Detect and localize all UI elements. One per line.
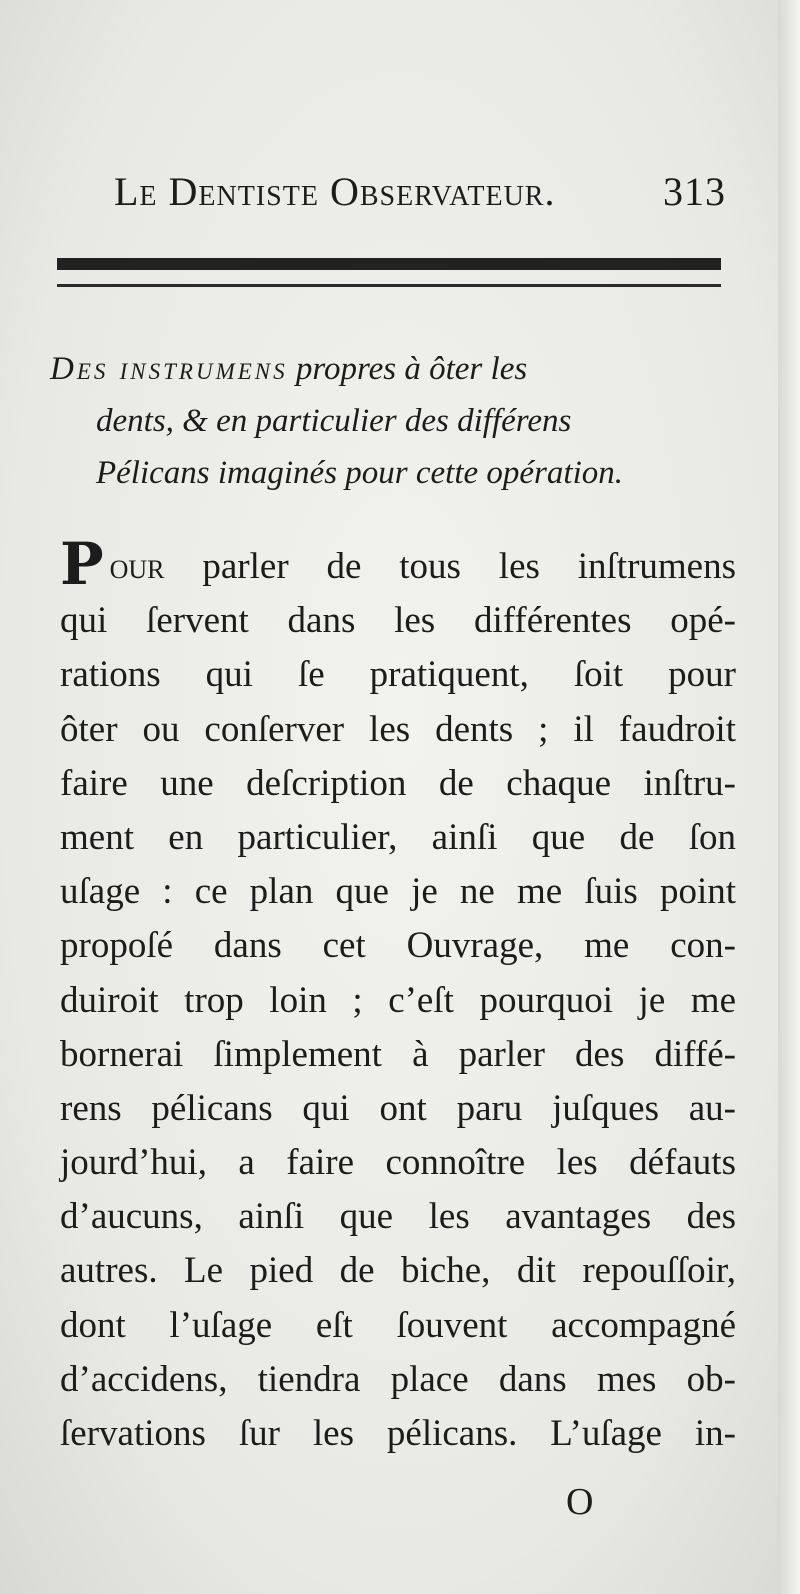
body-line: ment en particulier, ainſi que de ſon [60, 816, 736, 858]
drop-cap: P [60, 530, 104, 598]
body-line: qui ſervent dans les différentes opé- [60, 600, 736, 642]
body-line: uſage : ce plan que je ne me ſuis point [60, 871, 736, 913]
chapter-heading-line-2: dents, & en particulier des différens [96, 403, 572, 439]
chapter-heading [50, 343, 740, 499]
page-edge [778, 0, 800, 1594]
body-text [60, 530, 736, 1461]
page-number: 313 [663, 169, 726, 214]
body-line: ſervations ſur les pélicans. L’uſage in- [60, 1413, 736, 1454]
running-header [114, 168, 734, 218]
header-rule-thick [57, 258, 721, 270]
signature-mark: O [566, 1481, 594, 1523]
chapter-heading-line-1 [50, 343, 740, 395]
chapter-heading-line-1-rest: propres à ôter les [287, 351, 528, 387]
body-line-first [60, 530, 736, 598]
body-line: autres. Le pied de biche, dit repouſſoir, [60, 1250, 736, 1292]
chapter-heading-line-3: Pélicans imaginés pour cette opération. [96, 455, 623, 491]
body-line: bornerai ſimplement à parler des diffé- [60, 1033, 736, 1075]
header-rule-thin [57, 284, 721, 287]
body-line: faire une deſcription de chaque inſtru- [60, 762, 736, 804]
running-title: Le Dentiste Observateur. [114, 169, 556, 214]
body-line: d’aucuns, ainſi que les avantages des [60, 1196, 736, 1238]
body-line: jourd’hui, a faire connoître les défauts [60, 1142, 736, 1184]
body-line: propoſé dans cet Ouvrage, me con- [60, 925, 736, 967]
body-line: d’accidens, tiendra place dans mes ob- [60, 1358, 736, 1400]
body-line: rens pélicans qui ont paru juſques au- [60, 1087, 736, 1129]
body-line: rations qui ſe pratiquent, ſoit pour [60, 654, 736, 696]
body-line: ôter ou conſerver les dents ; il faudroit [60, 708, 736, 750]
body-line: duiroit trop loin ; c’eſt pourquoi je me [60, 979, 736, 1021]
first-word-caps: our [109, 546, 165, 587]
body-line: dont l’uſage eſt ſouvent accompagné [60, 1304, 736, 1346]
first-line-rest: parler de tous les inſtrumens [164, 546, 736, 587]
chapter-heading-caps: Des instrumens [50, 351, 288, 387]
